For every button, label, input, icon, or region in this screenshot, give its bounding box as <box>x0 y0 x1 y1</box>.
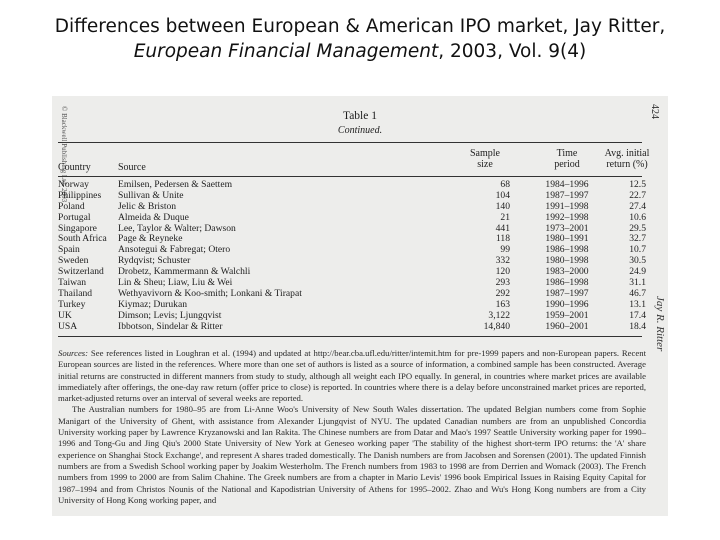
notes-sources-paragraph: Sources: See references listed in Loughran et al. (1994) and updated at http://bear.cba.ufl.edu/ritter/intemit.htm for pre-1999 papers and non-European papers. Recent European sources are listed in the references. Where more than one set of authors is listed as a source of information, a combined sample has been constructed. Average initial returns are constructed in different manners from study to study, although all weight each IPO equally. In general, in countries where market prices are available immediately after offerings, the one-day raw return (offer price to close) is reported. In countries where there is a delay before unconstrained market prices are reported, market-adjusted returns over an interval of several weeks are reported. <box>58 348 646 404</box>
time-period-cell: 1980–1991 <box>545 233 589 245</box>
sample-size-cell: 120 <box>495 266 510 278</box>
source-cell: Dimson; Levis; Ljungqvist <box>118 309 222 321</box>
table-notes <box>58 348 646 506</box>
slide-title-line-2 <box>0 39 720 64</box>
running-head: Jay R. Ritter <box>654 296 666 352</box>
table-header-rule <box>58 176 642 177</box>
country-cell: Switzerland <box>58 266 104 278</box>
country-cell: Portugal <box>58 211 91 223</box>
country-cell: USA <box>58 320 78 332</box>
table-row <box>58 309 646 322</box>
page-number: 424 <box>649 104 660 119</box>
sample-size-cell: 3,122 <box>488 309 510 321</box>
source-cell: Lin & Sheu; Liaw, Liu & Wei <box>118 277 233 289</box>
sample-size-cell: 140 <box>495 200 510 212</box>
avg-return-cell: 46.7 <box>629 287 646 299</box>
sample-size-cell: 104 <box>495 189 510 201</box>
table-row <box>58 320 646 333</box>
side-note: © Blackwell Publishing Ltd. 2003 <box>60 106 68 203</box>
country-cell: Thailand <box>58 287 93 299</box>
avg-return-cell: 24.9 <box>629 266 646 278</box>
sample-size-cell: 332 <box>495 255 510 267</box>
avg-return-cell: 29.5 <box>629 222 646 234</box>
source-cell: Kiymaz; Durukan <box>118 298 188 310</box>
sample-size-cell: 163 <box>495 298 510 310</box>
source-cell: Page & Reyneke <box>118 233 183 245</box>
country-cell: Turkey <box>58 298 86 310</box>
notes-label: Sources: <box>58 348 89 358</box>
header-sample-size: Sample size <box>470 148 500 170</box>
country-cell: Singapore <box>58 222 97 234</box>
header-time-period: Time period <box>554 148 580 170</box>
table-top-rule <box>58 142 642 143</box>
sample-size-cell: 118 <box>495 233 510 245</box>
table-body <box>58 179 646 332</box>
table-subtitle: Continued. <box>337 125 383 136</box>
table-row <box>58 211 646 224</box>
time-period-cell: 1986–1998 <box>545 244 589 256</box>
country-cell: Spain <box>58 244 80 256</box>
source-cell: Sullivan & Unite <box>118 189 184 201</box>
time-period-cell: 1973–2001 <box>545 222 589 234</box>
header-avg-initial-return: Avg. initial return (%) <box>604 148 650 170</box>
avg-return-cell: 10.6 <box>629 211 646 223</box>
time-period-cell: 1959–2001 <box>545 309 589 321</box>
header-source: Source <box>118 162 146 173</box>
time-period-cell: 1980–1998 <box>545 255 589 267</box>
country-cell: Poland <box>58 200 85 212</box>
time-period-cell: 1991–1998 <box>545 200 589 212</box>
time-period-cell: 1992–1998 <box>545 211 589 223</box>
source-cell: Ansotegui & Fabregat; Otero <box>118 244 231 256</box>
source-cell: Ibbotson, Sindelar & Ritter <box>118 320 223 332</box>
country-cell: Philippines <box>58 189 102 201</box>
country-cell: South Africa <box>58 233 107 245</box>
avg-return-cell: 12.5 <box>629 179 646 190</box>
country-cell: Norway <box>58 179 89 190</box>
time-period-cell: 1983–2000 <box>545 266 589 278</box>
slide-title <box>0 14 720 64</box>
journal-citation: , 2003, Vol. 9(4) <box>438 41 587 62</box>
notes-second-paragraph: The Australian numbers for 1980–95 are from Li-Anne Woo's University of New South Wales dissertation. The updated Belgian numbers come from Sophie Manigart of the University of Ghent, with assistance from Alexander Ljungqvist of NYU. The updated Canadian numbers are from an unpublished Concordia University working paper by Lawrence Kryzanowski and Ian Rakita. The Chinese numbers are from Datar and Mao's 1997 Seattle University working paper for 1990–1996 and Tong-Gu and Jing Qiu's 2000 State University of New York at Geneseo working paper 'The stability of the highest short-term IPO returns: the 'A' share experience on Shanghai Stock Exchange', and represent A shares traded domestically. The Danish numbers are from Jacobsen and Sorensen (2001). The updated Finnish numbers are from a Swedish School working paper by Joakim Westerholm. The French numbers from 1983 to 1998 are from Derrien and Womack (2003). The French numbers from 1999 to 2000 are from Salim Chahine. The Greek numbers are from a chapter in Mario Levis' 1996 book Empirical Issues in Raising Equity Capital for 1987–1994 and from Christos Nounis of the National and Kapodistrian University of Athens for 1995–2002. Zhao and Wu's Hong Kong numbers are from a City University of Hong Kong working paper, and <box>58 404 646 505</box>
source-cell: Rydqvist; Schuster <box>118 255 191 267</box>
time-period-cell: 1987–1997 <box>545 189 589 201</box>
avg-return-cell: 22.7 <box>629 189 646 201</box>
time-period-cell: 1960–2001 <box>545 320 589 332</box>
avg-return-cell: 13.1 <box>629 298 646 310</box>
avg-return-cell: 17.4 <box>629 309 646 321</box>
sample-size-cell: 68 <box>500 179 510 190</box>
country-cell: UK <box>58 309 72 321</box>
avg-return-cell: 10.7 <box>629 244 646 256</box>
avg-return-cell: 27.4 <box>629 200 646 212</box>
sample-size-cell: 21 <box>500 211 510 223</box>
source-cell: Wethyavivorn & Koo-smith; Lonkani & Tirapat <box>118 287 302 299</box>
sample-size-cell: 292 <box>495 287 510 299</box>
source-cell: Jelic & Briston <box>118 200 177 212</box>
source-cell: Lee, Taylor & Walter; Dawson <box>118 222 236 234</box>
table-title: Table 1 <box>342 110 377 122</box>
journal-name: European Financial Management <box>133 41 439 62</box>
time-period-cell: 1987–1997 <box>545 287 589 299</box>
source-cell: Emilsen, Pedersen & Saettem <box>118 179 233 190</box>
source-cell: Drobetz, Kammermann & Walchli <box>118 266 251 278</box>
sample-size-cell: 99 <box>500 244 510 256</box>
time-period-cell: 1990–1996 <box>545 298 589 310</box>
scanned-page <box>52 96 668 516</box>
country-cell: Taiwan <box>58 277 87 289</box>
source-cell: Almeida & Duque <box>118 211 189 223</box>
sample-size-cell: 293 <box>495 277 510 289</box>
time-period-cell: 1984–1996 <box>545 179 589 190</box>
avg-return-cell: 30.5 <box>629 255 646 267</box>
header-country: Country <box>58 162 91 173</box>
sample-size-cell: 441 <box>495 222 510 234</box>
table-bottom-rule <box>58 336 642 337</box>
sample-size-cell: 14,840 <box>483 320 510 332</box>
avg-return-cell: 31.1 <box>629 277 646 289</box>
slide-title-line-1: Differences between European & American IPO market, Jay Ritter, <box>54 16 666 37</box>
avg-return-cell: 32.7 <box>629 233 646 245</box>
avg-return-cell: 18.4 <box>629 320 646 332</box>
country-cell: Sweden <box>58 255 89 267</box>
time-period-cell: 1986–1998 <box>545 277 589 289</box>
